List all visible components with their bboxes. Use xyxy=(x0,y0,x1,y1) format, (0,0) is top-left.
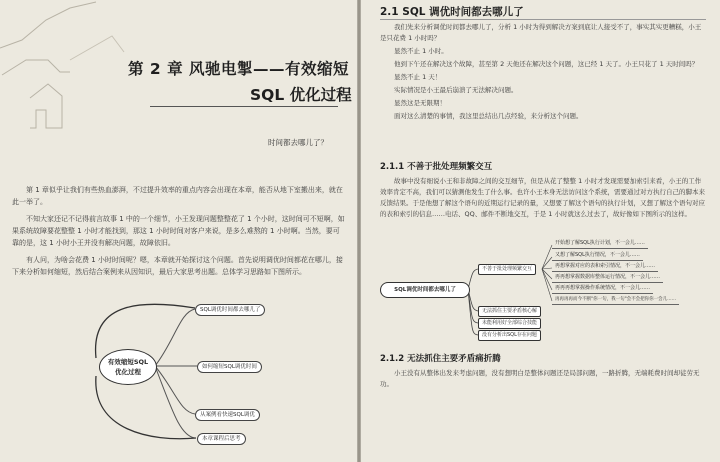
mindmap-branch: SQL调优时间都去哪儿了 xyxy=(195,304,265,316)
paragraph: 不知大家还记不记得前言故事 1 中的一个细节，小王发现问题整整花了 1 个小时，这时间可不短啊，如果系统故障要花整整 1 小时才能找到，那这 1 小时时间对客户来说，是多么难熬的 1 小时啊。当然，要可靠的是，这 1 小时小王并没有解决问题，故障依旧。 xyxy=(12,215,345,247)
right-mindmap-leaf: 又想了解SQL执行情况，不一会儿…… xyxy=(552,251,643,261)
paragraph: 第 1 章似乎让我们有些热血澎湃，不过提升效率的重点内容会出现在本章，能否从地下室搬出来，就在此一举了。 xyxy=(12,186,343,206)
right-mindmap-center: SQL调优时间都去哪儿了 xyxy=(380,282,470,298)
paragraph: 有人问，为啥会花费 1 小时时间呢？嗯，本章就开始探讨这个问题。首先说明调优时间都花在哪儿，接下来分析如何缩短，然后结合案例来从因知识，最后大家思考出题。总体学习思路如下图所示。 xyxy=(12,256,343,276)
mindmap-branch: 本章课程后思考 xyxy=(197,433,246,445)
mindmap-branch: 如何缩短SQL调优时间 xyxy=(197,361,262,373)
dialogue-line: 显然不止 1 小时。 xyxy=(394,47,448,55)
paragraph: 小王没有从整体出发来考虑问题，没有想明白是整体问题还是局部问题，一路折腾，无端耗费时间却徒劳无功。 xyxy=(380,369,700,388)
dialogue-line: 实际情况是小王最后崩溃了无法解决问题。 xyxy=(394,86,518,94)
subsection-text xyxy=(380,368,706,392)
chapter-epigraph: 时间都去哪儿了？ xyxy=(268,138,328,147)
mindmap-center-line: 优化过程 xyxy=(115,368,141,376)
dialogue-line: 面对这么清楚的事情，我这里总结出几点经验，来分析这个问题。 xyxy=(394,112,583,120)
right-mindmap-leaf: 开始想了解SQL执行计划，不一会儿…… xyxy=(552,239,648,249)
dialogue-line: 显然这是无限期！ xyxy=(394,99,446,107)
dialogue-line: 显然不止 1 天！ xyxy=(394,73,442,81)
subsection-heading: 2.1.2 无法抓住主要矛盾痛折腾 xyxy=(380,354,501,364)
section-heading: 2.1 SQL 调优时间都去哪儿了 xyxy=(380,6,524,18)
right-mindmap-leaf: 再再再想掌握操作系统情况，不一会儿…… xyxy=(552,284,653,294)
right-mindmap-box: 无法抓住主要矛盾核心解 xyxy=(478,306,541,317)
subsection-heading: 2.1.1 不善于批处理频繁交互 xyxy=(380,162,493,172)
chapter-title: 第 2 章 风驰电掣——有效缩短 xyxy=(128,60,349,78)
right-mindmap-leaf: 再再再再而今不断"你一句，我一句"会不会把你你一会儿…… xyxy=(552,295,679,305)
mindmap-center-line: 有效缩短SQL xyxy=(107,358,149,366)
paragraph: 故事中没有细说小王和非故障之间的交互细节，但是从花了整整 1 小时才发现需要加索引来看，小王的工作效率肯定不高，我们可以猜测他发生了什么事。也许小王本身无法访问这个系统，需要通过对方执行自己的脚本来反馈结果。于是他想了解这个语句的近期运行记录的量，又想要了解这个语句的执行计划，又想了解这个语句对应的表和索引的信息……电话、QQ、邮件不断地交互，于是 1 小时就这么过去了，故好像如下图所示的这样。 xyxy=(380,177,705,218)
right-mindmap-leaf: 再想掌握对应的表和索引情况，不一会儿…… xyxy=(552,262,658,272)
paragraph: 我们先来分析调优时间都去哪儿了，分析 1 小时为得到解决方案到底让人接受不了，事实其实更糟糕，小王是只花费 1 小时吗？ xyxy=(380,23,702,42)
mindmap-branch: 从案例看快速SQL调优 xyxy=(195,409,260,421)
right-mindmap-box: 未能利用好全部综合技能 xyxy=(478,318,541,329)
dialogue-line: 他到下午还在解决这个故障，甚至第 2 天他还在解决这个问题，这已经 1 天了。小王只花了 1 天时间吗？ xyxy=(394,60,699,68)
right-mindmap-leaf: 再再想掌握数据库整体运行情况，不一会儿…… xyxy=(552,273,663,283)
chapter-subtitle: SQL 优化过程 xyxy=(250,86,352,104)
right-mindmap-box: 没有分析出SQL存在问题 xyxy=(478,330,541,341)
right-mindmap-box: 不善于批处理频繁交互 xyxy=(478,264,536,275)
